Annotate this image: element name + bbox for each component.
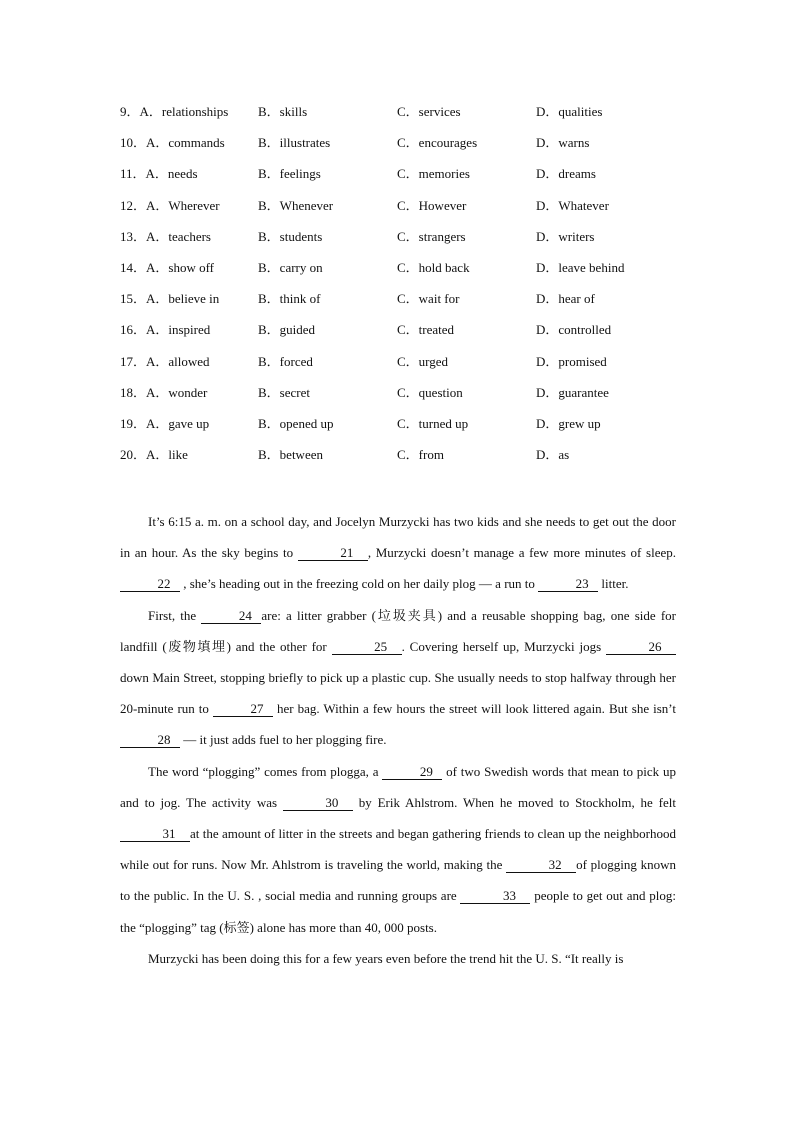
passage-paragraph: The word “plogging” comes from plogga, a 29 of two Swedish words that mean to pick up and to jog. The activity was 30 by Erik Ahlstrom. When he moved to Stockholm, he felt31 at the amount of litter in the streets and began gathering friends to clean up the neighborhood while out for runs. Now Mr. Ahlstrom is traveling the world, making the 32 of plogging known to the public. In the U. S. , social media and running groups are 33 people to get out and plog: the “plogging” tag (标签) alone has more than 40, 000 posts. xyxy=(120,763,676,935)
blank-33: 33 xyxy=(460,888,530,904)
blank-28: 28 xyxy=(120,732,180,748)
option-a: 16．A．inspired xyxy=(120,322,211,338)
option-c: C．urged xyxy=(397,353,449,369)
option-a: 18．A．wonder xyxy=(120,384,208,400)
cloze-passage xyxy=(120,506,676,974)
option-b: B．between xyxy=(258,447,323,463)
blank-32: 32 xyxy=(506,857,576,873)
option-row xyxy=(120,351,680,382)
option-a: 11．A．needs xyxy=(120,166,198,182)
option-b: B．Whenever xyxy=(258,197,334,213)
option-c: C．encourages xyxy=(397,135,478,151)
option-d: D．promised xyxy=(536,353,607,369)
option-b: B．carry on xyxy=(258,259,323,275)
option-b: B．guided xyxy=(258,322,316,338)
option-c: C．question xyxy=(397,384,463,400)
option-c: C．services xyxy=(397,104,461,119)
blank-24: 24 xyxy=(201,608,261,624)
blank-31: 31 xyxy=(120,826,190,842)
passage-paragraph: First, the 24 are: a litter grabber (垃圾夹具) and a reusable shopping bag, one side for landfill (废物填埋) and the other for 25 . Covering herself up, Murzycki jogs 26 down Main Street, stopping briefly to pick up a plastic cup. She usually needs to stop halfway through her 20-minute run to 27 her bag. Within a few hours the street will look littered again. But she isn’t 28 — it just adds fuel to her plogging fire. xyxy=(120,607,676,748)
option-row xyxy=(120,382,680,413)
blank-21: 21 xyxy=(298,545,368,561)
option-a: 20．A．like xyxy=(120,447,188,463)
option-a: 9．A．relationships xyxy=(120,104,229,119)
option-b: B．students xyxy=(258,228,323,244)
option-row xyxy=(120,226,680,257)
option-b: B．opened up xyxy=(258,415,334,431)
option-c: C．turned up xyxy=(397,415,469,431)
option-b: B．think of xyxy=(258,291,321,307)
blank-27: 27 xyxy=(213,701,273,717)
option-c: C．from xyxy=(397,447,444,463)
option-a: 17．A．allowed xyxy=(120,353,210,369)
passage-paragraph: Murzycki has been doing this for a few years even before the trend hit the U. S. “It really is xyxy=(148,950,624,966)
option-c: C．strangers xyxy=(397,228,466,244)
option-b: B．skills xyxy=(258,104,308,119)
option-a: 12．A．Wherever xyxy=(120,197,220,213)
option-a: 19．A．gave up xyxy=(120,415,210,431)
blank-23: 23 xyxy=(538,576,598,592)
option-c: C．wait for xyxy=(397,291,460,307)
option-c: C．memories xyxy=(397,166,470,182)
option-a: 14．A．show off xyxy=(120,259,215,275)
passage-paragraph: It’s 6:15 a. m. on a school day, and Jocelyn Murzycki has two kids and she needs to get out the door in an hour. As the sky begins to 21 , Murzycki doesn’t manage a few more minutes of sleep. 22 , she’s heading out in the freezing cold on her daily plog — a run to 23 litter. xyxy=(120,514,677,592)
option-d: D．qualities xyxy=(536,104,603,119)
option-b: B．secret xyxy=(258,384,310,400)
option-d: D．writers xyxy=(536,228,595,244)
option-d: D．hear of xyxy=(536,291,595,307)
option-row xyxy=(120,257,680,288)
option-a: 10．A．commands xyxy=(120,135,225,151)
option-d: D．guarantee xyxy=(536,384,609,400)
option-a: 15．A．believe in xyxy=(120,291,220,307)
option-a: 13．A．teachers xyxy=(120,228,211,244)
option-d: D．leave behind xyxy=(536,259,625,275)
option-c: C．treated xyxy=(397,322,455,338)
option-row xyxy=(120,163,680,194)
option-d: D．Whatever xyxy=(536,197,609,213)
option-row xyxy=(120,288,680,319)
option-row xyxy=(120,413,680,444)
blank-29: 29 xyxy=(382,764,442,780)
option-row xyxy=(120,319,680,350)
blank-30: 30 xyxy=(283,795,353,811)
option-d: D．controlled xyxy=(536,322,612,338)
option-d: D．warns xyxy=(536,135,590,151)
option-b: B．feelings xyxy=(258,166,321,182)
option-c: C．hold back xyxy=(397,259,470,275)
blank-22: 22 xyxy=(120,576,180,592)
option-row xyxy=(120,444,680,475)
option-b: B．forced xyxy=(258,353,313,369)
option-c: C．However xyxy=(397,197,467,213)
option-row xyxy=(120,101,680,132)
blank-25: 25 xyxy=(332,639,402,655)
option-d: D．as xyxy=(536,447,570,463)
blank-26: 26 xyxy=(606,639,676,655)
answer-options-list xyxy=(120,101,680,475)
option-row xyxy=(120,195,680,226)
option-d: D．dreams xyxy=(536,166,596,182)
option-row xyxy=(120,132,680,163)
option-d: D．grew up xyxy=(536,415,601,431)
option-b: B．illustrates xyxy=(258,135,331,151)
